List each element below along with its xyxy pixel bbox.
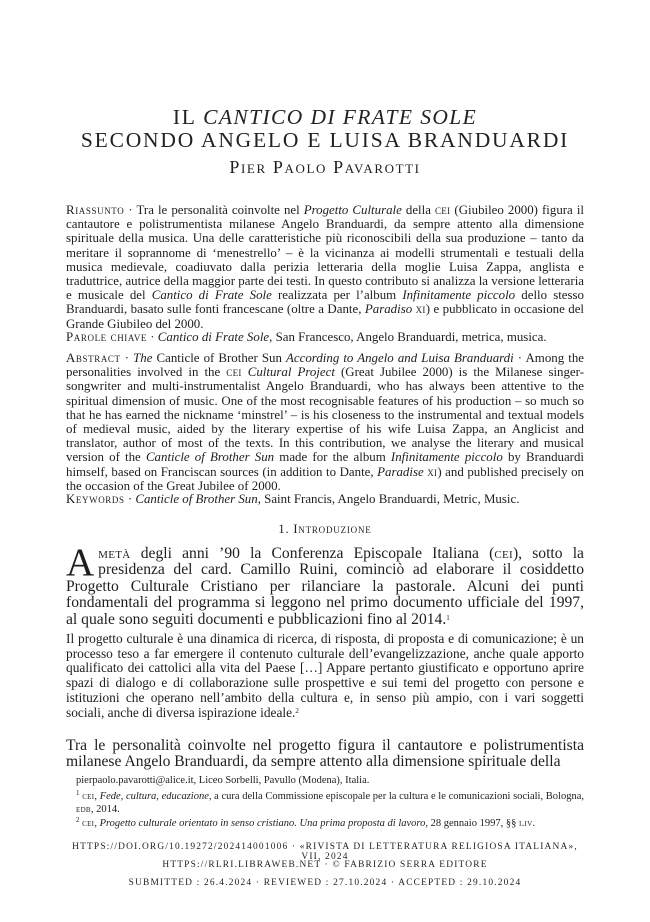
footer-dates: SUBMITTED : 26.4.2024 · REVIEWED : 27.10.2024 · ACCEPTED : 29.10.2024 bbox=[128, 878, 522, 888]
footer-website[interactable]: HTTPS://RLRI.LIBRAWEB.NET · © FABRIZIO SERRA EDITORE bbox=[162, 860, 488, 870]
article-title-line-2: SECONDO ANGELO E LUISA BRANDUARDI bbox=[80, 128, 570, 152]
article-title-line-1: IL CANTICO DI FRATE SOLE bbox=[172, 105, 478, 129]
drop-cap: A bbox=[66, 541, 95, 584]
parole-chiave-label: Parole chiave bbox=[66, 330, 148, 344]
intro-paragraph: Ametà degli anni ’90 la Conferenza Episcopale Italiana (cei), sotto la presidenza del card. Camillo Ruini, cominciò ad elaborare il cosiddetto Progetto Culturale Cristiano per rilanciare la pastorale. Alcuni dei punti fondamentali del programma si leggono nel primo documento ufficiale del 1997, al quale sono seguiti documenti e pubblicazioni fino al 2014.$^1$ bbox=[66, 541, 584, 628]
keywords-label: Keywords bbox=[66, 492, 125, 506]
footer-doi[interactable]: HTTPS://DOI.ORG/10.19272/202414001006 · «RIVISTA DI LETTERATURA RELIGIOSA ITALIANA», VII, 2024 bbox=[72, 842, 578, 862]
article-author: Pier Paolo Pavarotti bbox=[229, 157, 421, 177]
parole-chiave: Parole chiave · Cantico di Frate Sole, San Francesco, Angelo Branduardi, metrica, musica. bbox=[66, 330, 547, 344]
body-paragraph: Tra le personalità coinvolte nel progetto figura il cantautore e polistrumentista milanese Angelo Branduardi, da sempre attento alla dimensione spirituale della bbox=[66, 737, 584, 771]
riassunto: Riassunto · Tra le personalità coinvolte nel Progetto Culturale della cei (Giubileo 2000) figura il cantautore e polistrumentista milanese Angelo Branduardi, da sempre attento alla dimensione spirituale della musica. Una delle caratteristiche più riconoscibili della sua produzione – tanto da meritare il soprannome di ‘menestrello’ – è la vicinanza ai modelli strumentali e testuali della musica medievale, coadiuvato dalla perizia letteraria della moglie Luisa Zappa, anglista e traduttrice, autrice della maggior parte dei testi. In questo contributo si analizza la versione letteraria e musicale del Cantico di Frate Sole realizzata per l’album Infinitamente piccolo dello stesso Branduardi, basato sulle fonti francescane (oltre a Dante, Paradiso xi) e pubblicato in occasione del Grande Giubileo del 2000. bbox=[66, 203, 584, 331]
footnote-email: pierpaolo.pavarotti@alice.it, Liceo Sorbelli, Pavullo (Modena), Italia. bbox=[76, 775, 370, 786]
keywords: Keywords · Canticle of Brother Sun, Saint Francis, Angelo Branduardi, Metric, Music. bbox=[66, 492, 520, 506]
footnote-ref-1[interactable]: 1 bbox=[446, 613, 450, 622]
abstract-label: Abstract bbox=[66, 351, 121, 365]
footnote-1: $^1$ cei, Fede, cultura, educazione, a cura della Commissione episcopale per la cultura e le comunicazioni sociali, Bologna, edb, 2014. bbox=[76, 789, 584, 815]
footnote-2: $^2$ cei, Progetto culturale orientato in senso cristiano. Una prima proposta di lavoro, 28 gennaio 1997, §§ i.iv. bbox=[76, 816, 536, 829]
riassunto-label: Riassunto bbox=[66, 203, 125, 217]
section-heading: 1. Introduzione bbox=[278, 522, 372, 536]
abstract: Abstract · The Canticle of Brother Sun According to Angelo and Luisa Branduardi · Among the personalities involved in the cei Cultural Project (Great Jubilee 2000) is the Milanese singer-songwriter and multi-instrumentalist Angelo Branduardi, who has always been attentive to the spiritual dimension of music. One of the most recognisable features of his production – so much so that he has earned the nickname ‘minstrel’ – is his closeness to the instrumental and textual models of medieval music, aided by the literary expertise of his wife Luisa Zappa, an Anglicist and translator, author of most of the texts. In this contribution, we analyse the literary and musical version of the Canticle of Brother Sun made for the album Infinitamente piccolo by Branduardi himself, based on Franciscan sources (in addition to Dante, Paradise xi) and published precisely on the occasion of the Great Jubilee of 2000. bbox=[66, 351, 585, 493]
footnote-ref-2[interactable]: 2 bbox=[295, 706, 299, 715]
block-quote: Il progetto culturale è una dinamica di ricerca, di risposta, di proposta e di comunicazione; è un processo teso a far emergere il contenuto culturale dell’evangelizzazione, anche quale apporto qualificato dei cattolici alla vita del Paese […] Appare pertanto giustificato e opportuno aprire spazi di dialogo e di collaborazione sulle prospettive e sui temi del progetto con persone e istituzioni che operano nell’ambito della cultura e, in senso più ampio, con i vari soggetti sociali, anche di diversa ispirazione ideale.$^2$ bbox=[66, 631, 584, 720]
